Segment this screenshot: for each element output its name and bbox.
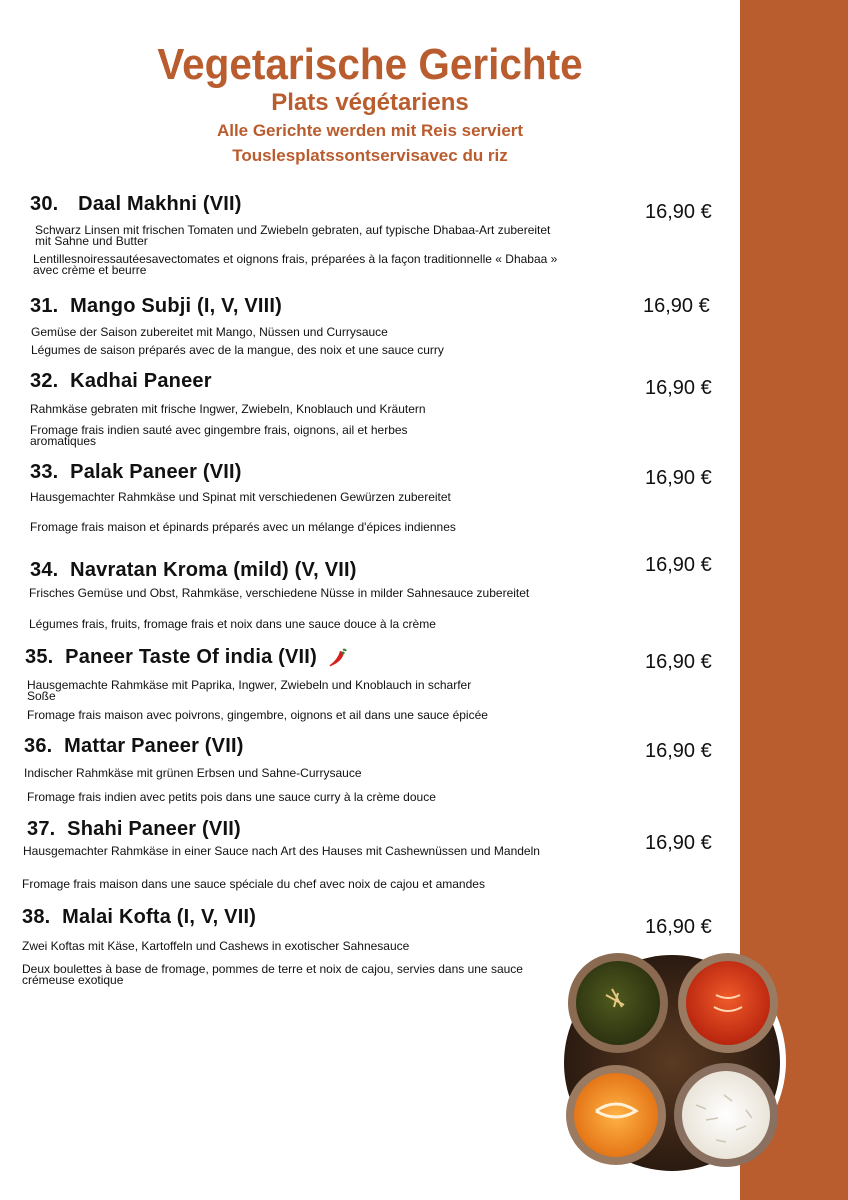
dish-price: 16,90 € [645,377,712,399]
dish-name: Shahi Paneer (VII) [67,818,241,840]
dish-name: Malai Kofta (I, V, VII) [62,906,257,928]
dish-number: 36. [24,735,53,757]
dish-number: 34. [30,559,59,581]
dish-title [30,193,242,216]
dish-name: Kadhai Paneer [70,370,212,392]
dish-desc-fr: Fromage frais indien avec petits pois dans une sauce curry à la crème douce [27,790,436,804]
dish-desc-de: Schwarz Linsen mit frischen Tomaten und Zwiebeln gebraten, auf typische Dhabaa-Art zubereitet mit Sahne und Butter [35,223,551,248]
dish-price: 16,90 € [645,916,712,938]
dish-desc-de: Hausgemachte Rahmkäse mit Paprika, Ingwer, Zwiebeln und Knoblauch in scharfer Soße [27,678,472,703]
dish-name: Navratan Kroma (mild) (V, VII) [70,559,357,581]
dish-number: 37. [27,818,56,840]
dish-price: 16,90 € [645,832,712,854]
food-platter-photo [556,945,788,1177]
dish-price: 16,90 € [645,201,712,223]
rice-note-fr: Touslesplatssontservisavec du riz [232,146,508,165]
page-subtitle: Plats végétariens [271,89,469,116]
dish-number: 38. [22,906,51,928]
dish-title [30,559,357,582]
dish-price: 16,90 € [645,554,712,576]
dish-name: Mattar Paneer (VII) [64,735,244,757]
rice-note-de: Alle Gerichte werden mit Reis serviert [216,121,524,140]
dish-title [30,461,242,484]
dish-price: 16,90 € [645,651,712,673]
dish-number: 32. [30,370,59,392]
page-title: Vegetarische Gerichte [157,40,583,89]
dish-title [27,818,241,841]
dish-desc-fr: Fromage frais maison avec poivrons, gingembre, oignons et ail dans une sauce épicée [27,708,488,722]
dish-desc-de: Rahmkäse gebraten mit frische Ingwer, Zwiebeln, Knoblauch und Kräutern [30,402,426,416]
dish-desc-fr: Fromage frais maison dans une sauce spéciale du chef avec noix de cajou et amandes [22,877,485,891]
chili-pepper-icon [327,647,349,669]
dish-name: Mango Subji (I, V, VIII) [70,295,283,317]
dish-name: Palak Paneer (VII) [70,461,242,483]
dish-desc-de: Zwei Koftas mit Käse, Kartoffeln und Cashews in exotischer Sahnesauce [22,939,410,953]
dish-desc-fr: Fromage frais maison et épinards préparés avec un mélange d'épices indiennes [30,520,456,534]
dish-title [24,735,244,758]
dish-price: 16,90 € [643,295,710,317]
dish-desc-fr: Fromage frais indien sauté avec gingembre frais, oignons, ail et herbes aromatiques [30,423,408,448]
dish-price: 16,90 € [645,467,712,489]
dish-desc-de: Gemüse der Saison zubereitet mit Mango, Nüssen und Currysauce [31,325,388,339]
dish-name: Paneer Taste Of india (VII) [65,646,317,668]
dish-number: 30. [30,193,59,215]
dish-title [25,646,349,669]
dish-number: 33. [30,461,59,483]
dish-desc-fr: Lentillesnoiressautéesavectomates et oignons frais, préparées à la façon traditionnelle « Dhabaa » avec crème et beurre [33,252,558,277]
dish-desc-de: Hausgemachter Rahmkäse in einer Sauce nach Art des Hauses mit Cashewnüssen und Mandeln [23,844,540,858]
dish-number: 31. [30,295,59,317]
dish-desc-de: Hausgemachter Rahmkäse und Spinat mit verschiedenen Gewürzen zubereitet [30,490,451,504]
dish-name: Daal Makhni (VII) [78,193,242,215]
dish-title [22,906,256,929]
dish-title [30,295,282,318]
dish-desc-de: Indischer Rahmkäse mit grünen Erbsen und Sahne-Currysauce [24,766,362,780]
dish-desc-fr: Légumes frais, fruits, fromage frais et noix dans une sauce douce à la crème [29,617,436,631]
dish-desc-fr: Deux boulettes à base de fromage, pommes de terre et noix de cajou, servies dans une sauce crémeuse exotique [22,962,523,987]
dish-desc-fr: Légumes de saison préparés avec de la mangue, des noix et une sauce curry [31,343,444,357]
dish-title [30,370,212,393]
dish-price: 16,90 € [645,740,712,762]
dish-desc-de: Frisches Gemüse und Obst, Rahmkäse, verschiedene Nüsse in milder Sahnesauce zubereitet [29,586,530,600]
dish-number: 35. [25,646,54,668]
